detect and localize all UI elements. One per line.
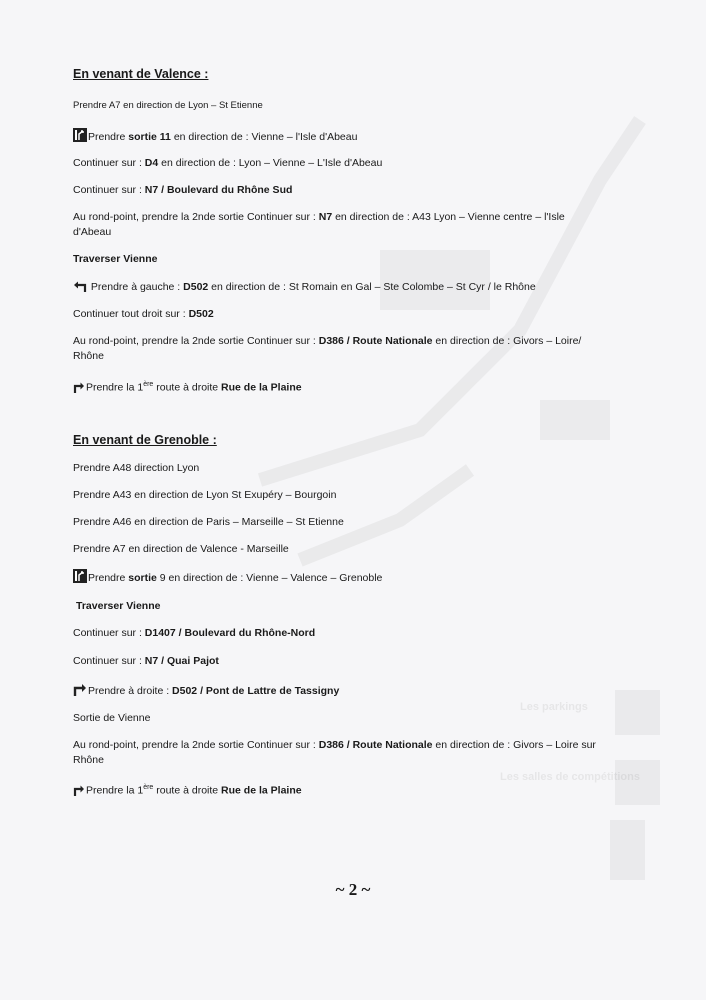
step-a46: Prendre A46 en direction de Paris – Marseille – St Etienne: [73, 516, 344, 528]
step-exit-11: Prendre sortie 11 en direction de : Vienne – l'Isle d'Abeau: [73, 128, 357, 145]
step-roundabout-d386: Au rond-point, prendre la 2nde sortie Continuer sur : D386 / Route Nationale en direction de : Givors – Loire/: [73, 335, 582, 347]
step-traverser-vienne-2: Traverser Vienne: [76, 600, 161, 612]
section-heading-grenoble: En venant de Grenoble :: [73, 433, 217, 447]
step-d502-straight: Continuer tout droit sur : D502: [73, 308, 214, 320]
step-roundabout-n7: Au rond-point, prendre la 2nde sortie Continuer sur : N7 en direction de : A43 Lyon – Vienne centre – l'Isle: [73, 211, 565, 223]
turn-right-icon: [73, 381, 85, 393]
step-roundabout-d386-2-cont: Rhône: [73, 754, 104, 766]
exit-sign-icon: [73, 569, 87, 583]
turn-right-icon: [73, 683, 87, 696]
turn-left-icon: [73, 280, 87, 292]
step-quai-pajot: Continuer sur : N7 / Quai Pajot: [73, 655, 219, 667]
step-rue-de-la-plaine-2: Prendre la 1ère route à droite Rue de la Plaine: [73, 780, 302, 799]
section-heading-valence: En venant de Valence :: [73, 67, 209, 81]
exit-sign-icon: [73, 128, 87, 142]
step-exit-9: Prendre sortie 9 en direction de : Vienne – Valence – Grenoble: [73, 569, 382, 586]
step-d4: Continuer sur : D4 en direction de : Lyon – Vienne – L'Isle d'Abeau: [73, 157, 383, 169]
step-a48: Prendre A48 direction Lyon: [73, 462, 200, 474]
step-a7: Prendre A7 en direction de Lyon – St Etienne: [73, 100, 263, 111]
step-d1407: Continuer sur : D1407 / Boulevard du Rhône-Nord: [73, 627, 316, 639]
step-roundabout-d386-cont: Rhône: [73, 350, 104, 362]
step-roundabout-n7-cont: d'Abeau: [73, 226, 112, 238]
step-n7-sud: Continuer sur : N7 / Boulevard du Rhône Sud: [73, 184, 293, 196]
step-roundabout-d386-2: Au rond-point, prendre la 2nde sortie Continuer sur : D386 / Route Nationale en direction de : Givors – Loire sur: [73, 739, 596, 751]
svg-text:Les salles de compétitions: Les salles de compétitions: [500, 771, 640, 783]
step-a43: Prendre A43 en direction de Lyon St Exupéry – Bourgoin: [73, 489, 337, 501]
step-rue-de-la-plaine: Prendre la 1ère route à droite Rue de la Plaine: [73, 377, 302, 396]
step-d502-right: Prendre à droite : D502 / Pont de Lattre de Tassigny: [73, 683, 339, 699]
step-traverser-vienne: Traverser Vienne: [73, 253, 158, 265]
turn-right-icon: [73, 784, 85, 796]
page-number: ~ 2 ~: [335, 880, 371, 899]
step-sortie-vienne: Sortie de Vienne: [73, 712, 151, 724]
step-a7-valence: Prendre A7 en direction de Valence - Marseille: [73, 543, 289, 555]
step-d502-left: Prendre à gauche : D502 en direction de : St Romain en Gal – Ste Colombe – St Cyr / le Rhône: [73, 280, 536, 295]
svg-text:Les parkings: Les parkings: [520, 701, 588, 713]
